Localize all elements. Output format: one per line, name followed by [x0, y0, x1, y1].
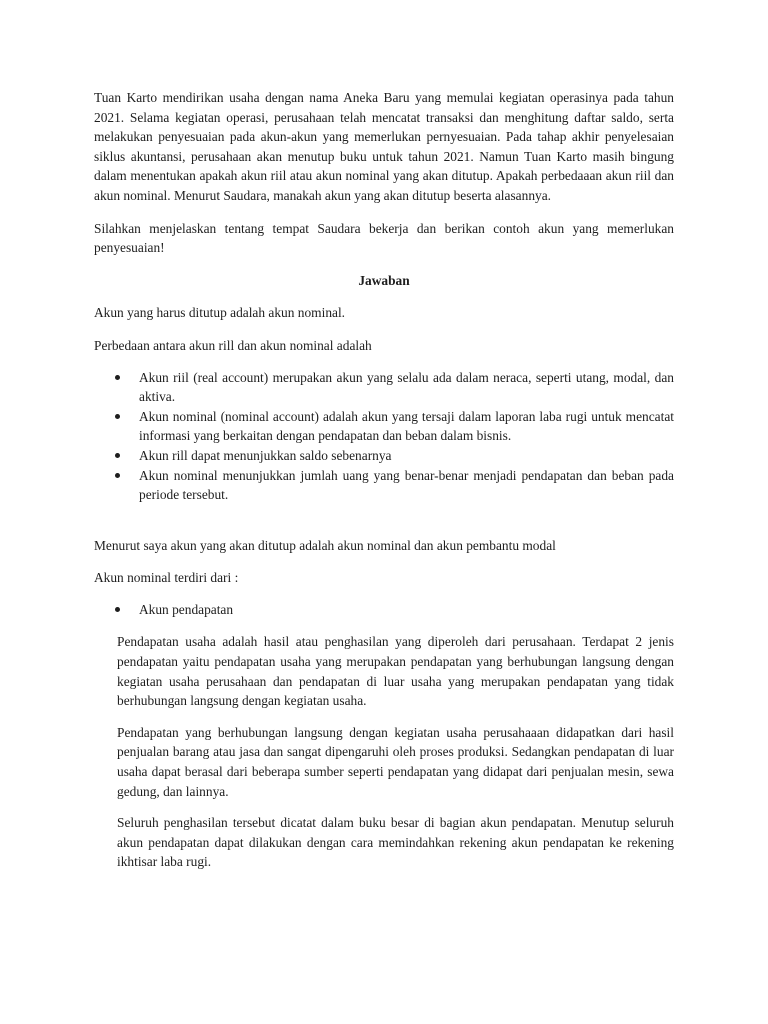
pendapatan-paragraph: Pendapatan usaha adalah hasil atau penghasilan yang diperoleh dari perusahaan. Terdapat 2 jenis pendapatan yaitu pendapatan usaha yang merupakan pendapatan yang berhubungan langsung dengan kegiatan usaha perusahaan dan pendapatan di luar usaha yang merupakan pendapatan yang tidak berhubungan langsung dengan kegiatan usaha. [117, 634, 674, 709]
nominal-intro-paragraph: Akun nominal terdiri dari : [94, 570, 239, 586]
list-item: Akun nominal (nominal account) adalah akun yang tersaji dalam laporan laba rugi untuk mencatat informasi yang berkaitan dengan pendapatan dan beban dalam bisnis. [139, 407, 674, 446]
intro-paragraph: Tuan Karto mendirikan usaha dengan nama Aneka Baru yang memulai kegiatan operasinya pada tahun 2021. Selama kegiatan operasi, perusahaan telah mencatat transaksi dan menghitung daftar saldo, serta melakukan penyesuaian pada akun-akun yang memerlukan pernyesuaian. Pada tahap akhir penyelesaian siklus akuntansi, perusahaan akan menutup buku untuk tahun 2021. Namun Tuan Karto masih bingung dalam menentukan apakah akun riil atau akun nominal yang akan ditutup. Apakah perbedaaan akun riil dan akun nominal. Menurut Saudara, manakah akun yang akan ditutup beserta alasannya. [94, 90, 674, 203]
pendapatan-paragraph: Pendapatan yang berhubungan langsung dengan kegiatan usaha perusahaaan didapatkan dari hasil penjualan barang atau jasa dan sangat dipengaruhi oleh proses produksi. Sedangkan pendapatan di luar usaha dapat berasal dari beberapa sumber seperti pendapatan yang didapat dari penjualan mesin, sewa gedung, dan lainnya. [117, 724, 674, 799]
list-item: Akun riil (real account) merupakan akun yang selalu ada dalam neraca, seperti utang, modal, dan aktiva. [139, 368, 674, 407]
answer-closing-paragraph: Akun yang harus ditutup adalah akun nominal. [94, 305, 346, 321]
difference-list [94, 368, 674, 505]
task-paragraph: Silahkan menjelaskan tentang tempat Saudara bekerja dan berikan contoh akun yang memerlukan penyesuaian! [94, 220, 674, 256]
list-item: Akun rill dapat menunjukkan saldo sebenarnya [139, 446, 674, 466]
nominal-list [94, 600, 674, 620]
list-item: Akun nominal menunjukkan jumlah uang yang benar-benar menjadi pendapatan dan beban pada periode tersebut. [139, 466, 674, 505]
answer-heading: Jawaban [358, 272, 410, 288]
difference-intro-paragraph: Perbedaan antara akun rill dan akun nominal adalah [94, 337, 372, 353]
opinion-paragraph: Menurut saya akun yang akan ditutup adalah akun nominal dan akun pembantu modal [94, 537, 556, 553]
list-item: Akun pendapatan [139, 600, 674, 620]
pendapatan-paragraph: Seluruh penghasilan tersebut dicatat dalam buku besar di bagian akun pendapatan. Menutup seluruh akun pendapatan dapat dilakukan dengan cara memindahkan rekening akun pendapatan ke rekening ikhtisar laba rugi. [117, 815, 674, 870]
